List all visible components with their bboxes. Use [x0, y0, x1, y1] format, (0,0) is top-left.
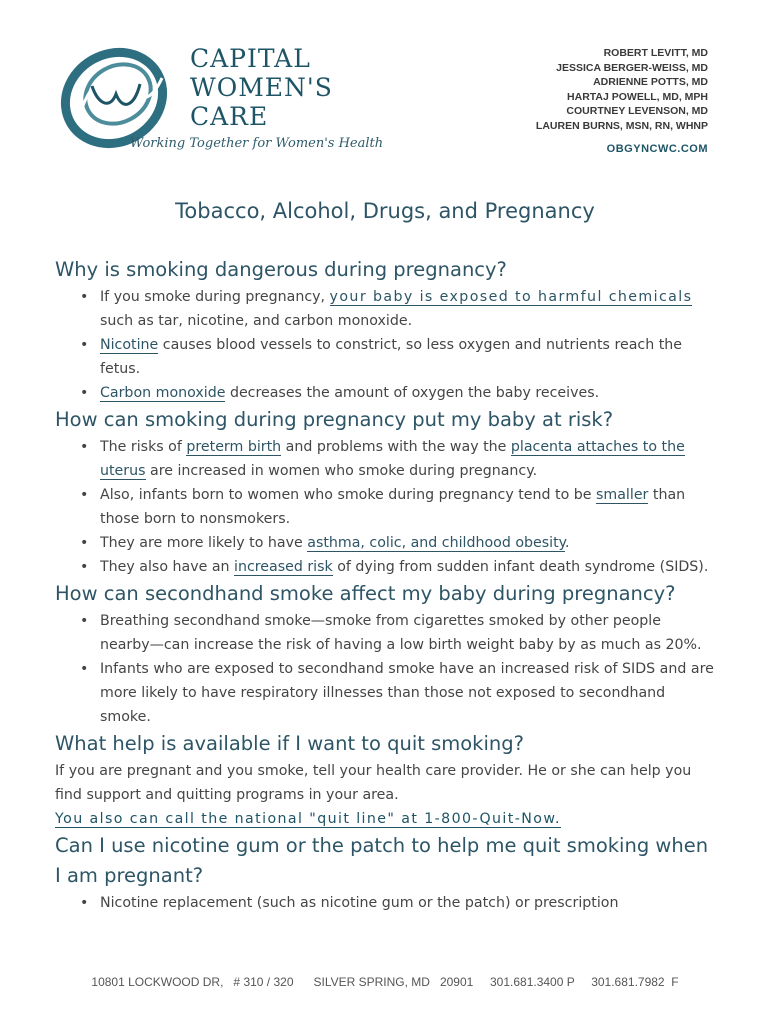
list-item: • Nicotine replacement (such as nicotine gum or the patch) or prescription — [100, 891, 715, 915]
link-harmful-chemicals[interactable]: your baby is exposed to harmful chemicals — [329, 289, 693, 305]
text: They are more likely to have — [100, 535, 308, 551]
list-item — [100, 435, 715, 483]
text: The risks of — [100, 439, 187, 455]
link-smaller[interactable]: smaller — [596, 487, 649, 503]
list-item — [100, 381, 715, 405]
logo-text-care: CARE — [190, 102, 269, 131]
paragraph — [55, 807, 715, 831]
physician-name: COURTNEY LEVENSON, MD — [566, 105, 708, 118]
section-heading-baby-risk: How can smoking during pregnancy put my baby at risk? — [55, 408, 614, 431]
list-item: • Infants who are exposed to secondhand smoke have an increased risk of SIDS and are more likely to have respiratory illnesses than those not exposed to secondhand smoke. — [100, 657, 715, 729]
link-nicotine[interactable]: Nicotine — [100, 337, 159, 353]
section-heading-quit-help: What help is available if I want to quit smoking? — [55, 732, 524, 755]
letterhead — [0, 0, 770, 175]
text: Also, infants born to women who smoke during pregnancy tend to be — [100, 487, 597, 503]
paragraph: If you are pregnant and you smoke, tell your health care provider. He or she can help you find support and quitting programs in your area. — [55, 763, 692, 803]
capital-womens-care-logo — [52, 38, 384, 168]
list-item — [100, 483, 715, 531]
page-title: Tobacco, Alcohol, Drugs, and Pregnancy — [175, 199, 595, 223]
logo-text-capital: CAPITAL — [190, 44, 311, 73]
document-body — [55, 255, 715, 915]
list-item — [100, 285, 715, 333]
text: than those born to nonsmokers. — [100, 487, 686, 527]
physician-name: JESSICA BERGER-WEISS, MD — [556, 61, 708, 74]
text: of dying from sudden infant death syndrome (SIDS). — [332, 559, 709, 575]
section-heading-secondhand-smoke: How can secondhand smoke affect my baby during pregnancy? — [55, 582, 676, 605]
section-heading-nicotine-gum: Can I use nicotine gum or the patch to help me quit smoking when I am pregnant? — [55, 834, 709, 887]
list-item — [100, 555, 715, 579]
logo-text-womens: WOMEN'S — [190, 73, 333, 102]
bullet-list — [55, 609, 715, 729]
text: . — [565, 535, 570, 551]
text: such as tar, nicotine, and carbon monoxide. — [100, 313, 413, 329]
section-heading-smoking-danger: Why is smoking dangerous during pregnancy? — [55, 258, 507, 281]
logo-tagline: Working Together for Women's Health — [130, 136, 384, 151]
list-item — [100, 333, 715, 381]
link-preterm-birth[interactable]: preterm birth — [186, 439, 282, 455]
bullet-list — [55, 435, 715, 579]
link-asthma-colic-obesity[interactable]: asthma, colic, and childhood obesity — [307, 535, 566, 551]
text: are increased in women who smoke during pregnancy. — [145, 463, 538, 479]
link-increased-risk[interactable]: increased risk — [234, 559, 333, 575]
physician-name: ROBERT LEVITT, MD — [603, 47, 708, 59]
text: and problems with the way the — [281, 439, 511, 455]
link-carbon-monoxide[interactable]: Carbon monoxide — [100, 385, 226, 401]
link-placenta[interactable]: placenta attaches to the uterus — [100, 439, 685, 479]
bullet-list — [55, 285, 715, 405]
website-link[interactable]: OBGYNCWC.COM — [606, 143, 708, 155]
physician-name: HARTAJ POWELL, MD, MPH — [567, 90, 708, 103]
list-item: • Breathing secondhand smoke—smoke from cigarettes smoked by other people nearby—can increase the risk of having a low birth weight baby by as much as 20%. — [100, 609, 715, 657]
physician-name: LAUREN BURNS, MSN, RN, WHNP — [535, 119, 708, 132]
bullet-list — [55, 891, 715, 915]
physician-name: ADRIENNE POTTS, MD — [593, 76, 708, 89]
text: causes blood vessels to constrict, so less oxygen and nutrients reach the fetus. — [100, 337, 682, 377]
text: If you smoke during pregnancy, — [100, 289, 330, 305]
text: They also have an — [100, 559, 235, 575]
text: decreases the amount of oxygen the baby receives. — [225, 385, 600, 401]
footer-address: 10801 LOCKWOOD DR, # 310 / 320 SILVER SPRING, MD 20901 301.681.3400 P 301.681.7982 F — [91, 975, 679, 989]
list-item — [100, 531, 715, 555]
quit-line-link[interactable]: You also can call the national "quit line" at 1-800-Quit-Now. — [55, 811, 561, 827]
physician-list — [536, 46, 708, 134]
